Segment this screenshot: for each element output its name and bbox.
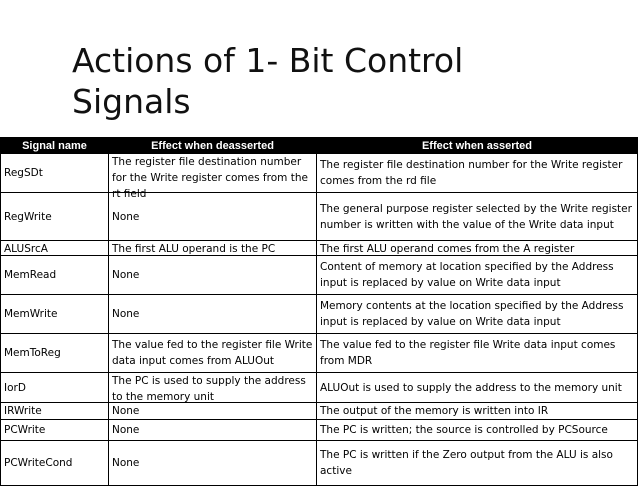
signal-name: RegWrite bbox=[4, 210, 52, 223]
deasserted-text: The value fed to the register file Write data input comes from ALUOut bbox=[112, 339, 313, 367]
signal-name: PCWriteCond bbox=[4, 457, 73, 469]
table-row bbox=[1, 256, 638, 295]
signal-name: IorD bbox=[4, 381, 26, 394]
asserted-cell bbox=[317, 256, 638, 295]
table-header-row bbox=[1, 138, 638, 154]
signal-cell bbox=[1, 441, 109, 486]
table-row bbox=[1, 441, 638, 486]
asserted-text: Content of memory at location specified by the Address input is replaced by value on Write data input bbox=[320, 261, 614, 289]
signal-name: MemToReg bbox=[4, 347, 61, 359]
asserted-cell bbox=[317, 295, 638, 334]
asserted-cell bbox=[317, 154, 638, 193]
deasserted-cell bbox=[109, 241, 317, 256]
signal-cell bbox=[1, 295, 109, 334]
signal-cell bbox=[1, 256, 109, 295]
asserted-text: The general purpose register selected by the Write register number is written with the value of the Write data input bbox=[320, 202, 632, 231]
deasserted-cell bbox=[109, 295, 317, 334]
table-row bbox=[1, 295, 638, 334]
asserted-text: The value fed to the register file Write data input comes from MDR bbox=[320, 339, 616, 367]
deasserted-cell bbox=[109, 256, 317, 295]
asserted-text: The PC is written if the Zero output from the ALU is also active bbox=[320, 449, 613, 477]
signal-name: MemRead bbox=[4, 269, 57, 281]
deasserted-text: The register file destination number for the Write register comes from the rt field bbox=[112, 156, 308, 200]
table-row bbox=[1, 373, 638, 403]
signal-cell bbox=[1, 193, 109, 241]
signal-name: RegSDt bbox=[4, 167, 43, 179]
deasserted-cell bbox=[109, 373, 317, 403]
signal-cell bbox=[1, 334, 109, 373]
deasserted-cell bbox=[109, 420, 317, 441]
deasserted-text: None bbox=[112, 405, 140, 417]
asserted-cell bbox=[317, 441, 638, 486]
signal-name: MemWrite bbox=[4, 308, 58, 320]
deasserted-text: None bbox=[112, 269, 140, 281]
deasserted-text: None bbox=[112, 308, 140, 320]
signal-name: PCWrite bbox=[4, 424, 46, 436]
signal-cell bbox=[1, 241, 109, 256]
deasserted-cell bbox=[109, 441, 317, 486]
signal-name: ALUSrcA bbox=[4, 243, 48, 255]
signal-name: IRWrite bbox=[4, 405, 42, 417]
deasserted-text: None bbox=[112, 210, 140, 223]
signal-cell bbox=[1, 420, 109, 441]
signal-cell bbox=[1, 373, 109, 403]
deasserted-cell bbox=[109, 154, 317, 200]
slide-title: Actions of 1- Bit Control Signals bbox=[72, 41, 464, 121]
asserted-cell bbox=[317, 241, 638, 256]
control-signals-table bbox=[0, 137, 638, 486]
asserted-text: The PC is written; the source is controlled by PCSource bbox=[320, 424, 608, 436]
asserted-text: The output of the memory is written into IR bbox=[320, 405, 549, 417]
header-signal-name: Signal name bbox=[1, 138, 109, 154]
signal-cell bbox=[1, 403, 109, 420]
deasserted-text: None bbox=[112, 457, 140, 469]
asserted-cell bbox=[317, 373, 638, 403]
asserted-text: ALUOut is used to supply the address to the memory unit bbox=[320, 381, 622, 394]
signal-cell bbox=[1, 154, 109, 193]
asserted-cell bbox=[317, 193, 638, 241]
deasserted-cell bbox=[109, 334, 317, 373]
table-row bbox=[1, 420, 638, 441]
asserted-text: The register file destination number for the Write register comes from the rd file bbox=[320, 159, 623, 187]
table-row bbox=[1, 241, 638, 256]
asserted-cell bbox=[317, 403, 638, 420]
header-effect-asserted: Effect when asserted bbox=[317, 138, 638, 154]
header-effect-deasserted: Effect when deasserted bbox=[109, 138, 317, 154]
deasserted-text: The PC is used to supply the address to the memory unit bbox=[112, 375, 306, 403]
deasserted-text: The first ALU operand is the PC bbox=[112, 243, 276, 255]
deasserted-text: None bbox=[112, 424, 140, 436]
deasserted-cell bbox=[109, 403, 317, 420]
asserted-text: Memory contents at the location specified by the Address input is replaced by value on Write data input bbox=[320, 300, 624, 328]
table-row bbox=[1, 154, 638, 193]
asserted-cell bbox=[317, 334, 638, 373]
asserted-text: The first ALU operand comes from the A register bbox=[320, 243, 575, 255]
table-row bbox=[1, 403, 638, 420]
table-row bbox=[1, 193, 638, 241]
table-row bbox=[1, 334, 638, 373]
asserted-cell bbox=[317, 420, 638, 441]
